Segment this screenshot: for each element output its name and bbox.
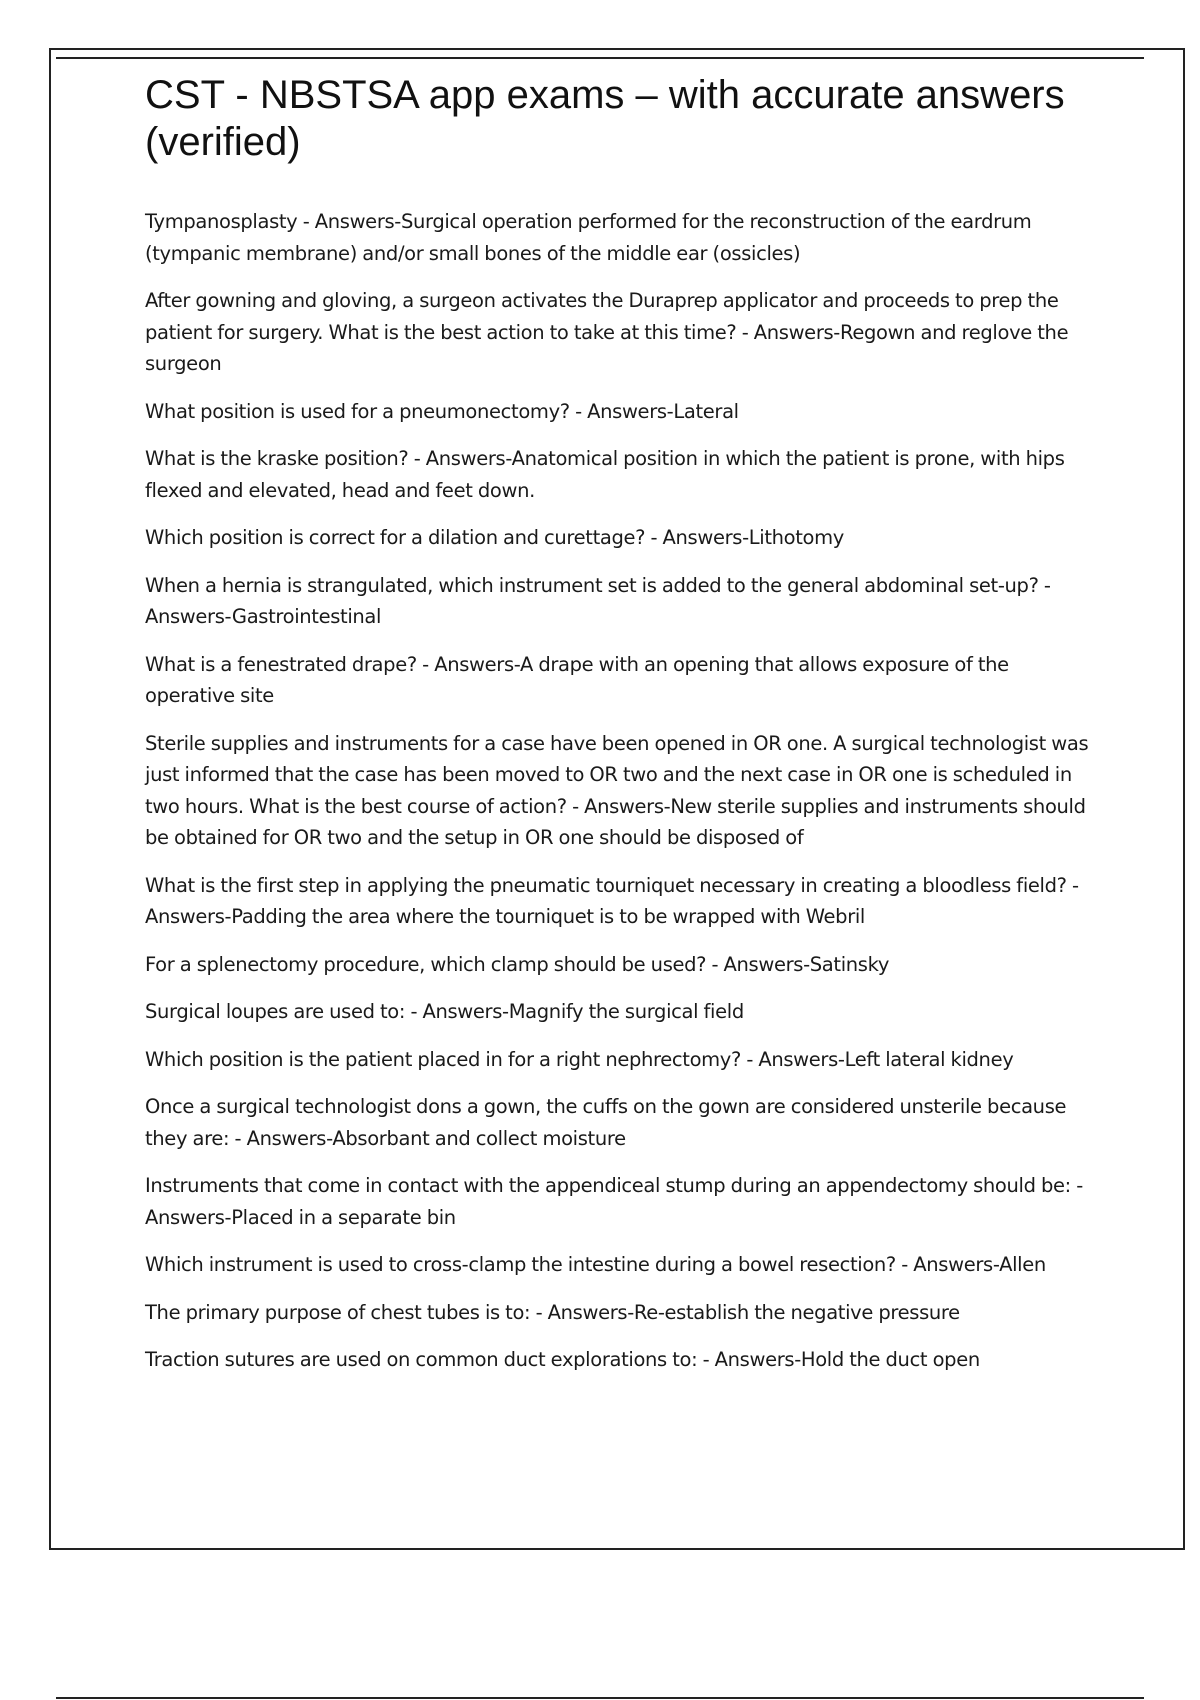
qa-item: What is the first step in applying the pneumatic tourniquet necessary in creating a bloodless field? - Answers-Padding the area where the tourniquet is to be wrapped with Webril [145,873,1079,928]
document-body [145,72,1090,1392]
qa-item: Traction sutures are used on common duct explorations to: - Answers-Hold the duct open [145,1348,980,1371]
qa-item: When a hernia is strangulated, which instrument set is added to the general abdominal set-up? - Answers-Gastrointestinal [145,573,1051,628]
qa-item: Instruments that come in contact with the appendiceal stump during an appendectomy should be: - Answers-Placed in a separate bin [145,1174,1083,1229]
qa-item: What is the kraske position? - Answers-Anatomical position in which the patient is prone, with hips flexed and elevated, head and feet down. [145,447,1065,502]
qa-item: What is a fenestrated drape? - Answers-A drape with an opening that allows exposure of the operative site [145,652,1009,707]
qa-item: What position is used for a pneumonectomy? - Answers-Lateral [145,399,739,423]
qa-item: For a splenectomy procedure, which clamp should be used? - Answers-Satinsky [145,952,890,976]
document-title: CST - NBSTSA app exams – with accurate answers (verified) [145,73,1065,164]
qa-item: The primary purpose of chest tubes is to: - Answers-Re-establish the negative pressure [145,1300,960,1324]
qa-item: Which position is the patient placed in for a right nephrectomy? - Answers-Left lateral kidney [145,1047,1014,1071]
qa-list [145,206,1090,1376]
qa-item: Sterile supplies and instruments for a case have been opened in OR one. A surgical technologist was just informed that the case has been moved to OR two and the next case in OR one is scheduled in two hours. What is the best course of action? - Answers-New sterile supplies and instruments should be obtained for OR two and the setup in OR one should be disposed of [145,731,1089,849]
top-rule [56,57,1144,59]
qa-item: Once a surgical technologist dons a gown, the cuffs on the gown are considered unsterile because they are: - Answers-Absorbant and collect moisture [145,1095,1067,1150]
qa-item: Which instrument is used to cross-clamp the intestine during a bowel resection? - Answers-Allen [145,1253,1046,1276]
qa-item: After gowning and gloving, a surgeon activates the Duraprep applicator and proceeds to prep the patient for surgery. What is the best action to take at this time? - Answers-Regown and reglove the surgeon [145,289,1069,375]
qa-item: Tympanosplasty - Answers-Surgical operation performed for the reconstruction of the eardrum (tympanic membrane) and/or small bones of the middle ear (ossicles) [145,210,1032,265]
bottom-rule [56,1697,1144,1699]
qa-item: Surgical loupes are used to: - Answers-Magnify the surgical field [145,1000,744,1023]
qa-item: Which position is correct for a dilation and curettage? - Answers-Lithotomy [145,526,844,549]
